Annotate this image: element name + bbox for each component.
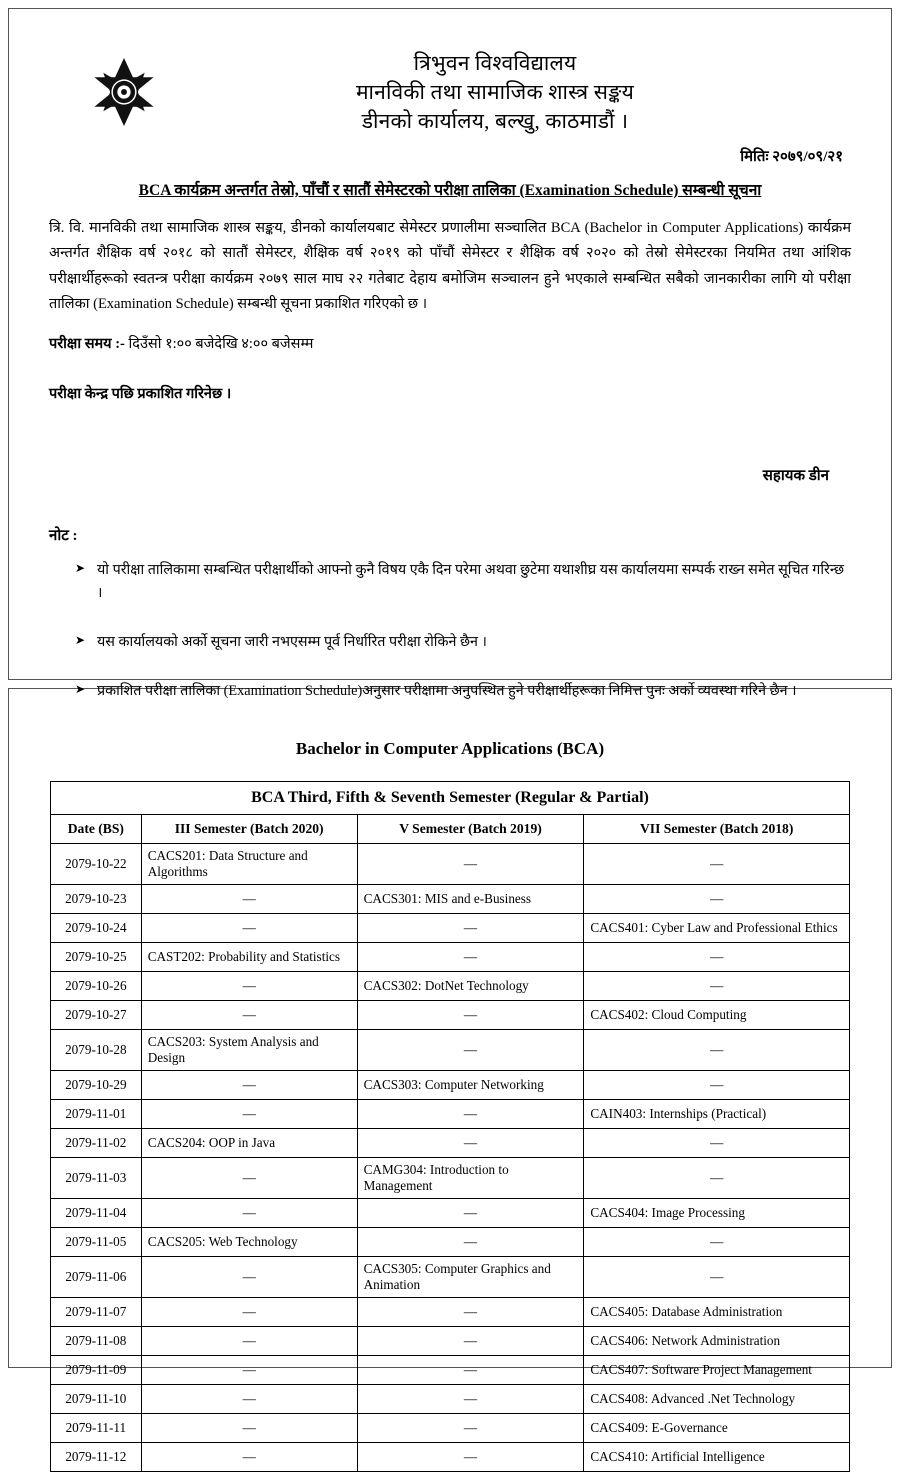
table-row <box>51 1385 850 1414</box>
cell-sem5: — <box>357 1129 584 1158</box>
list-item: ➤ यस कार्यालयको अर्को सूचना जारी नभएसम्म पूर्व निर्धारित परीक्षा रोकिने छैन । <box>75 631 851 654</box>
notes-list <box>49 559 851 703</box>
cell-sem3: — <box>141 1071 357 1100</box>
table-band-title: BCA Third, Fifth & Seventh Semester (Regular & Partial) <box>51 782 850 815</box>
table-row <box>51 1199 850 1228</box>
cell-sem5: CAMG304: Introduction to Management <box>357 1158 584 1199</box>
cell-sem7: — <box>584 1228 850 1257</box>
cell-date: 2079-10-22 <box>51 844 142 885</box>
cell-date: 2079-11-10 <box>51 1385 142 1414</box>
cell-sem3: — <box>141 914 357 943</box>
table-row <box>51 1228 850 1257</box>
cell-sem7: CACS401: Cyber Law and Professional Ethics <box>584 914 850 943</box>
cell-sem7: CACS405: Database Administration <box>584 1298 850 1327</box>
table-row <box>51 1257 850 1298</box>
cell-sem7: — <box>584 972 850 1001</box>
university-logo <box>49 37 199 129</box>
cell-sem7: — <box>584 1129 850 1158</box>
column-header-sem7: VII Semester (Batch 2018) <box>584 815 850 844</box>
table-row <box>51 914 850 943</box>
column-header-sem5: V Semester (Batch 2019) <box>357 815 584 844</box>
cell-sem5: — <box>357 1385 584 1414</box>
cell-sem3: — <box>141 1443 357 1472</box>
cell-sem7: CACS404: Image Processing <box>584 1199 850 1228</box>
table-row <box>51 885 850 914</box>
cell-date: 2079-11-07 <box>51 1298 142 1327</box>
signature-assistant-dean: सहायक डीन <box>762 468 829 485</box>
schedule-sheet <box>8 688 892 1464</box>
cell-date: 2079-11-04 <box>51 1199 142 1228</box>
page-title: Bachelor in Computer Applications (BCA) <box>295 739 605 758</box>
cell-sem3: CACS203: System Analysis and Design <box>141 1030 357 1071</box>
cell-sem7: CACS410: Artificial Intelligence <box>584 1443 850 1472</box>
note-label: नोट : <box>49 528 78 545</box>
cell-date: 2079-11-09 <box>51 1356 142 1385</box>
cell-sem5: — <box>357 1443 584 1472</box>
cell-date: 2079-10-29 <box>51 1071 142 1100</box>
table-row <box>51 844 850 885</box>
cell-sem5: — <box>357 1030 584 1071</box>
cell-sem3: — <box>141 1327 357 1356</box>
cell-sem3: — <box>141 1298 357 1327</box>
cell-date: 2079-11-06 <box>51 1257 142 1298</box>
cell-date: 2079-10-25 <box>51 943 142 972</box>
cell-date: 2079-10-24 <box>51 914 142 943</box>
cell-sem5: — <box>357 914 584 943</box>
cell-date: 2079-11-03 <box>51 1158 142 1199</box>
exam-time-label: परीक्षा समय :- <box>49 336 125 353</box>
cell-sem3: CACS205: Web Technology <box>141 1228 357 1257</box>
table-row <box>51 1443 850 1472</box>
cell-sem5: — <box>357 1414 584 1443</box>
cell-sem7: — <box>584 943 850 972</box>
cell-sem7: CACS402: Cloud Computing <box>584 1001 850 1030</box>
cell-sem7: — <box>584 1257 850 1298</box>
university-name-block <box>199 37 851 136</box>
cell-date: 2079-11-02 <box>51 1129 142 1158</box>
cell-date: 2079-10-26 <box>51 972 142 1001</box>
cell-sem3: — <box>141 1257 357 1298</box>
notice-date: मितिः २०७९/०९/२१ <box>740 148 843 165</box>
cell-date: 2079-11-11 <box>51 1414 142 1443</box>
table-row <box>51 1030 850 1071</box>
org-line-3: डीनको कार्यालय, बल्खु, काठमाडौं । <box>361 108 629 133</box>
table-header-row <box>51 815 850 844</box>
cell-sem5: — <box>357 1327 584 1356</box>
cell-date: 2079-11-12 <box>51 1443 142 1472</box>
cell-sem3: CACS201: Data Structure and Algorithms <box>141 844 357 885</box>
table-row <box>51 943 850 972</box>
notice-title-text: BCA कार्यक्रम अन्तर्गत तेस्रो, पाँचौं र सातौं सेमेस्टरको परीक्षा तालिका (Examination Schedule) सम्बन्धी सूचना <box>138 181 762 199</box>
cell-sem3: — <box>141 1100 357 1129</box>
cell-sem5: — <box>357 1356 584 1385</box>
cell-sem3: — <box>141 1385 357 1414</box>
table-row <box>51 1327 850 1356</box>
tu-emblem-icon <box>87 55 161 129</box>
cell-sem7: — <box>584 1030 850 1071</box>
table-row <box>51 1414 850 1443</box>
table-row <box>51 1071 850 1100</box>
cell-sem3: CACS204: OOP in Java <box>141 1129 357 1158</box>
cell-sem5: CACS302: DotNet Technology <box>357 972 584 1001</box>
cell-sem7: — <box>584 844 850 885</box>
list-item: ➤ प्रकाशित परीक्षा तालिका (Examination Schedule)अनुसार परीक्षामा अनुपस्थित हुने परीक्षार्थीहरूका निमित्त पुनः अर्को व्यवस्था गरिने छैन । <box>75 680 851 703</box>
exam-time-value: दिउँसो १:०० बजेदेखि ४:०० बजेसम्म <box>128 336 314 353</box>
table-row <box>51 972 850 1001</box>
cell-date: 2079-10-27 <box>51 1001 142 1030</box>
table-row <box>51 1001 850 1030</box>
cell-sem5: CACS303: Computer Networking <box>357 1071 584 1100</box>
column-header-date: Date (BS) <box>51 815 142 844</box>
exam-center-note: परीक्षा केन्द्र पछि प्रकाशित गरिनेछ । <box>49 386 232 403</box>
cell-sem3: — <box>141 1158 357 1199</box>
list-item: ➤ यो परीक्षा तालिकामा सम्बन्धित परीक्षार्थीको आफ्नो कुनै विषय एकै दिन परेमा अथवा छुटेमा यथाशीघ्र यस कार्यालयमा सम्पर्क राख्न समेत सूचित गरिन्छ । <box>75 559 851 605</box>
cell-sem7: CACS408: Advanced .Net Technology <box>584 1385 850 1414</box>
cell-sem7: — <box>584 885 850 914</box>
table-row <box>51 1129 850 1158</box>
exam-schedule-table <box>50 781 850 1472</box>
cell-sem5: — <box>357 1100 584 1129</box>
table-row <box>51 1356 850 1385</box>
cell-date: 2079-11-05 <box>51 1228 142 1257</box>
org-line-1: त्रिभुवन विश्वविद्यालय <box>413 51 577 75</box>
cell-sem3: — <box>141 885 357 914</box>
cell-sem7: CAIN403: Internships (Practical) <box>584 1100 850 1129</box>
cell-sem5: — <box>357 1199 584 1228</box>
cell-sem5: CACS301: MIS and e-Business <box>357 885 584 914</box>
cell-date: 2079-11-01 <box>51 1100 142 1129</box>
table-row <box>51 1100 850 1129</box>
cell-sem5: — <box>357 844 584 885</box>
notice-paragraph: त्रि. वि. मानविकी तथा सामाजिक शास्त्र सङ्कय, डीनको कार्यालयबाट सेमेस्टर प्रणालीमा सञ्चालित BCA (Bachelor in Computer Applications) कार्यक्रम अन्तर्गत शैक्षिक वर्ष २०१८ को सातौं सेमेस्टर, शैक्षिक वर्ष २०१९ को पाँचौं सेमेस्टर र शैक्षिक वर्ष २०२० को तेस्रो सेमेस्टरका नियमित तथा आंशिक परीक्षार्थीहरूको स्वतन्त्र परीक्षा कार्यक्रम २०७९ साल माघ २२ गतेबाट देहाय बमोजिम सञ्चालन हुने भएकाले सम्बन्धित सबैको जानकारीका लागि यो परीक्षा तालिका (Examination Schedule) सम्बन्धी सूचना प्रकाशित गरिएको छ । <box>49 219 851 313</box>
cell-date: 2079-10-23 <box>51 885 142 914</box>
cell-sem3: — <box>141 972 357 1001</box>
cell-sem3: — <box>141 1414 357 1443</box>
cell-sem3: — <box>141 1199 357 1228</box>
cell-sem5: — <box>357 1228 584 1257</box>
column-header-sem3: III Semester (Batch 2020) <box>141 815 357 844</box>
cell-sem7: — <box>584 1158 850 1199</box>
notice-sheet <box>8 8 892 700</box>
cell-sem3: — <box>141 1356 357 1385</box>
cell-sem5: — <box>357 1298 584 1327</box>
cell-sem7: — <box>584 1071 850 1100</box>
cell-sem7: CACS409: E-Governance <box>584 1414 850 1443</box>
cell-sem5: — <box>357 943 584 972</box>
table-band-row <box>51 782 850 815</box>
cell-sem5: — <box>357 1001 584 1030</box>
cell-sem7: CACS407: Software Project Management <box>584 1356 850 1385</box>
document-header <box>49 37 851 136</box>
table-row <box>51 1298 850 1327</box>
cell-date: 2079-11-08 <box>51 1327 142 1356</box>
cell-date: 2079-10-28 <box>51 1030 142 1071</box>
exam-time-row <box>49 333 851 353</box>
document-page <box>0 8 900 1464</box>
cell-sem7: CACS406: Network Administration <box>584 1327 850 1356</box>
notice-title <box>49 178 851 200</box>
org-line-2: मानविकी तथा सामाजिक शास्त्र सङ्कय <box>355 79 635 104</box>
cell-sem3: CAST202: Probability and Statistics <box>141 943 357 972</box>
cell-sem3: — <box>141 1001 357 1030</box>
cell-sem5: CACS305: Computer Graphics and Animation <box>357 1257 584 1298</box>
table-row <box>51 1158 850 1199</box>
